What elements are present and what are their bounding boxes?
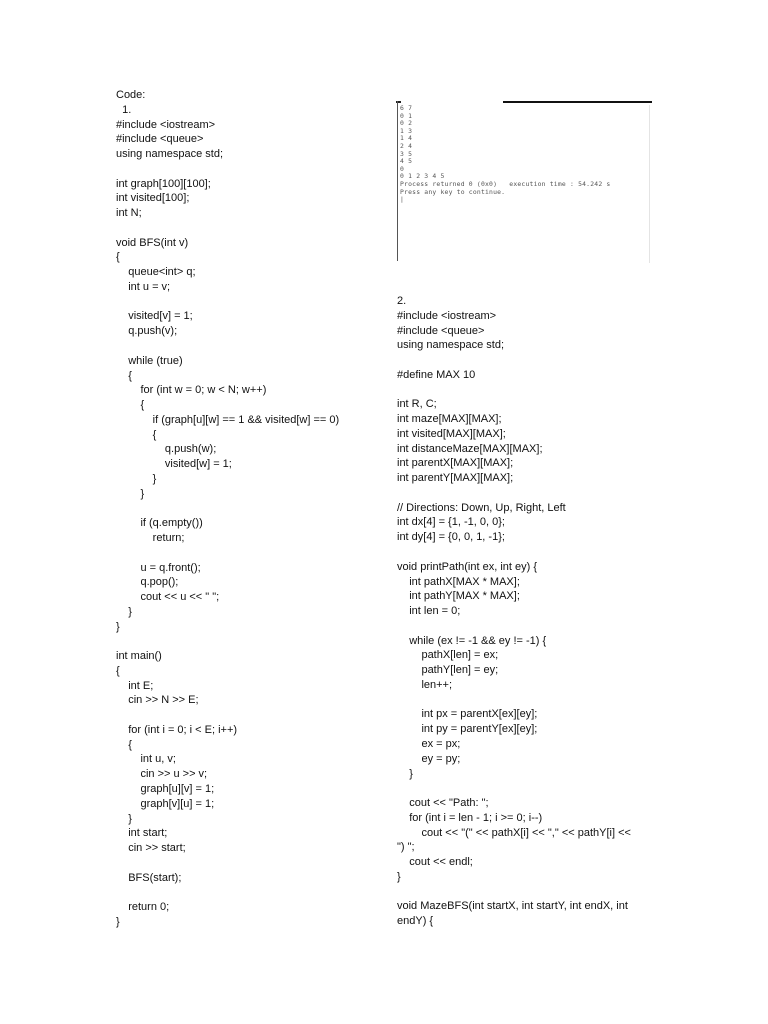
code-line	[116, 501, 386, 516]
code-listing-2	[397, 294, 667, 929]
code-line: int pathX[MAX * MAX];	[397, 575, 520, 588]
code-line	[397, 619, 667, 634]
code-line: int main()	[116, 650, 162, 663]
code-line: ") ";	[397, 841, 415, 854]
code-line: int visited[MAX][MAX];	[397, 427, 506, 440]
code-line: using namespace std;	[116, 148, 224, 161]
code-line: if (graph[u][w] == 1 && visited[w] == 0)	[116, 413, 340, 426]
code-listing-1	[116, 88, 386, 930]
code-line	[116, 708, 386, 723]
code-line: while (ex != -1 && ey != -1) {	[397, 634, 547, 647]
console-right-border	[649, 105, 650, 263]
code-line: cin >> start;	[116, 842, 186, 855]
code-line: cout << "(" << pathX[i] << "," << pathY[i] <<	[397, 826, 631, 839]
code-line: cout << "Path: ";	[397, 797, 489, 810]
code-line	[397, 383, 667, 398]
code-line: #include <queue>	[397, 324, 485, 337]
code-line: int parentY[MAX][MAX];	[397, 472, 514, 485]
code-line: return 0;	[116, 901, 170, 914]
code-line	[116, 546, 386, 561]
code-line: u = q.front();	[116, 561, 201, 574]
console-line: 3 5	[400, 149, 413, 158]
code-line: }	[116, 487, 145, 500]
code-line	[116, 221, 386, 236]
code-line: int px = parentX[ex][ey];	[397, 708, 538, 721]
code-line: cout << endl;	[397, 856, 473, 869]
code-line: q.push(v);	[116, 325, 178, 338]
code-line: visited[v] = 1;	[116, 310, 193, 323]
code-line: for (int i = 0; i < E; i++)	[116, 723, 238, 736]
code-line	[397, 781, 667, 796]
code-line: int u, v;	[116, 753, 176, 766]
code-line: int R, C;	[397, 398, 437, 411]
code-line: q.push(w);	[116, 443, 217, 456]
console-line: 1 4	[400, 134, 413, 143]
code-line: {	[116, 738, 132, 751]
console-top-border	[503, 101, 652, 103]
code-line: return;	[116, 531, 185, 544]
code-line: cout << u << " ";	[116, 591, 220, 604]
code-line: int maze[MAX][MAX];	[397, 413, 502, 426]
code-line: }	[397, 870, 401, 883]
code-line: }	[116, 605, 132, 618]
code-line: {	[116, 428, 157, 441]
code-line: int pathY[MAX * MAX];	[397, 590, 520, 603]
code-line: {	[116, 369, 132, 382]
code-line	[116, 162, 386, 177]
code-line: #include <iostream>	[116, 118, 216, 131]
code-line	[397, 486, 667, 501]
code-line: int dx[4] = {1, -1, 0, 0};	[397, 516, 505, 529]
code-line: cin >> u >> v;	[116, 768, 208, 781]
code-line: #include <queue>	[116, 133, 204, 146]
console-line: 4 5	[400, 157, 413, 166]
code-line: int visited[100];	[116, 192, 190, 205]
code-line: int len = 0;	[397, 605, 461, 618]
code-line	[116, 885, 386, 900]
console-line: 6 7	[400, 104, 413, 112]
code-line: }	[116, 620, 120, 633]
code-line	[116, 856, 386, 871]
code-line: {	[116, 251, 120, 264]
code-line: while (true)	[116, 354, 183, 367]
console-line: Press any key to continue.	[400, 187, 506, 196]
code-line	[116, 634, 386, 649]
code-line	[397, 885, 667, 900]
code-line: void MazeBFS(int startX, int startY, int endX, int	[397, 900, 628, 913]
code-line	[397, 693, 667, 708]
code-line: int E;	[116, 679, 154, 692]
console-left-border	[397, 101, 398, 261]
code-line: endY) {	[397, 915, 434, 928]
console-line: 1 3	[400, 126, 413, 135]
code-line: }	[397, 767, 413, 780]
code-line: len++;	[397, 678, 453, 691]
code-line	[116, 339, 386, 354]
code-line: }	[116, 472, 157, 485]
code-line: int dy[4] = {0, 0, 1, -1};	[397, 531, 505, 544]
code-line: cin >> N >> E;	[116, 694, 199, 707]
console-line: Process returned 0 (0x0) execution time : 54.242 s	[400, 179, 611, 188]
console-line: 0 1	[400, 111, 413, 120]
code-line: for (int w = 0; w < N; w++)	[116, 384, 267, 397]
code-line	[116, 295, 386, 310]
code-line: {	[116, 399, 145, 412]
code-line	[397, 353, 667, 368]
code-line: #define MAX 10	[397, 368, 476, 381]
code-line: q.pop();	[116, 576, 179, 589]
code-line: ex = px;	[397, 737, 461, 750]
console-output-screenshot	[396, 101, 652, 263]
code-line: BFS(start);	[116, 871, 182, 884]
code-line: int N;	[116, 207, 142, 220]
code-line: if (q.empty())	[116, 517, 203, 530]
code-line: }	[116, 915, 120, 928]
code-line: graph[u][v] = 1;	[116, 782, 215, 795]
code-line: int distanceMaze[MAX][MAX];	[397, 442, 543, 455]
code-line: void BFS(int v)	[116, 236, 189, 249]
code-line: // Directions: Down, Up, Right, Left	[397, 501, 566, 514]
console-line: 0	[400, 164, 405, 173]
code-line: int graph[100][100];	[116, 177, 211, 190]
code-line: queue<int> q;	[116, 266, 196, 279]
code-line: pathY[len] = ey;	[397, 664, 499, 677]
console-line: 0 1 2 3 4 5	[400, 172, 445, 181]
code-line	[397, 545, 667, 560]
code-line: int parentX[MAX][MAX];	[397, 457, 514, 470]
code-line: pathX[len] = ex;	[397, 649, 499, 662]
code-line: }	[116, 812, 132, 825]
console-line: |	[400, 195, 405, 204]
code-line: visited[w] = 1;	[116, 458, 232, 471]
code-line: Code:	[116, 89, 146, 101]
code-line: for (int i = len - 1; i >= 0; i--)	[397, 811, 543, 824]
code-line: int py = parentY[ex][ey];	[397, 723, 538, 736]
console-line: 2 4	[400, 141, 413, 150]
console-line: 0 2	[400, 119, 413, 128]
code-line: int start;	[116, 827, 168, 840]
code-line: 1.	[116, 103, 132, 116]
code-line: int u = v;	[116, 280, 171, 293]
code-line: void printPath(int ex, int ey) {	[397, 560, 538, 573]
code-line: graph[v][u] = 1;	[116, 797, 215, 810]
code-line: ey = py;	[397, 752, 461, 765]
code-line: #include <iostream>	[397, 309, 497, 322]
code-line: 2.	[397, 295, 407, 307]
code-line: {	[116, 664, 120, 677]
console-text	[400, 105, 610, 204]
code-line: using namespace std;	[397, 339, 505, 352]
